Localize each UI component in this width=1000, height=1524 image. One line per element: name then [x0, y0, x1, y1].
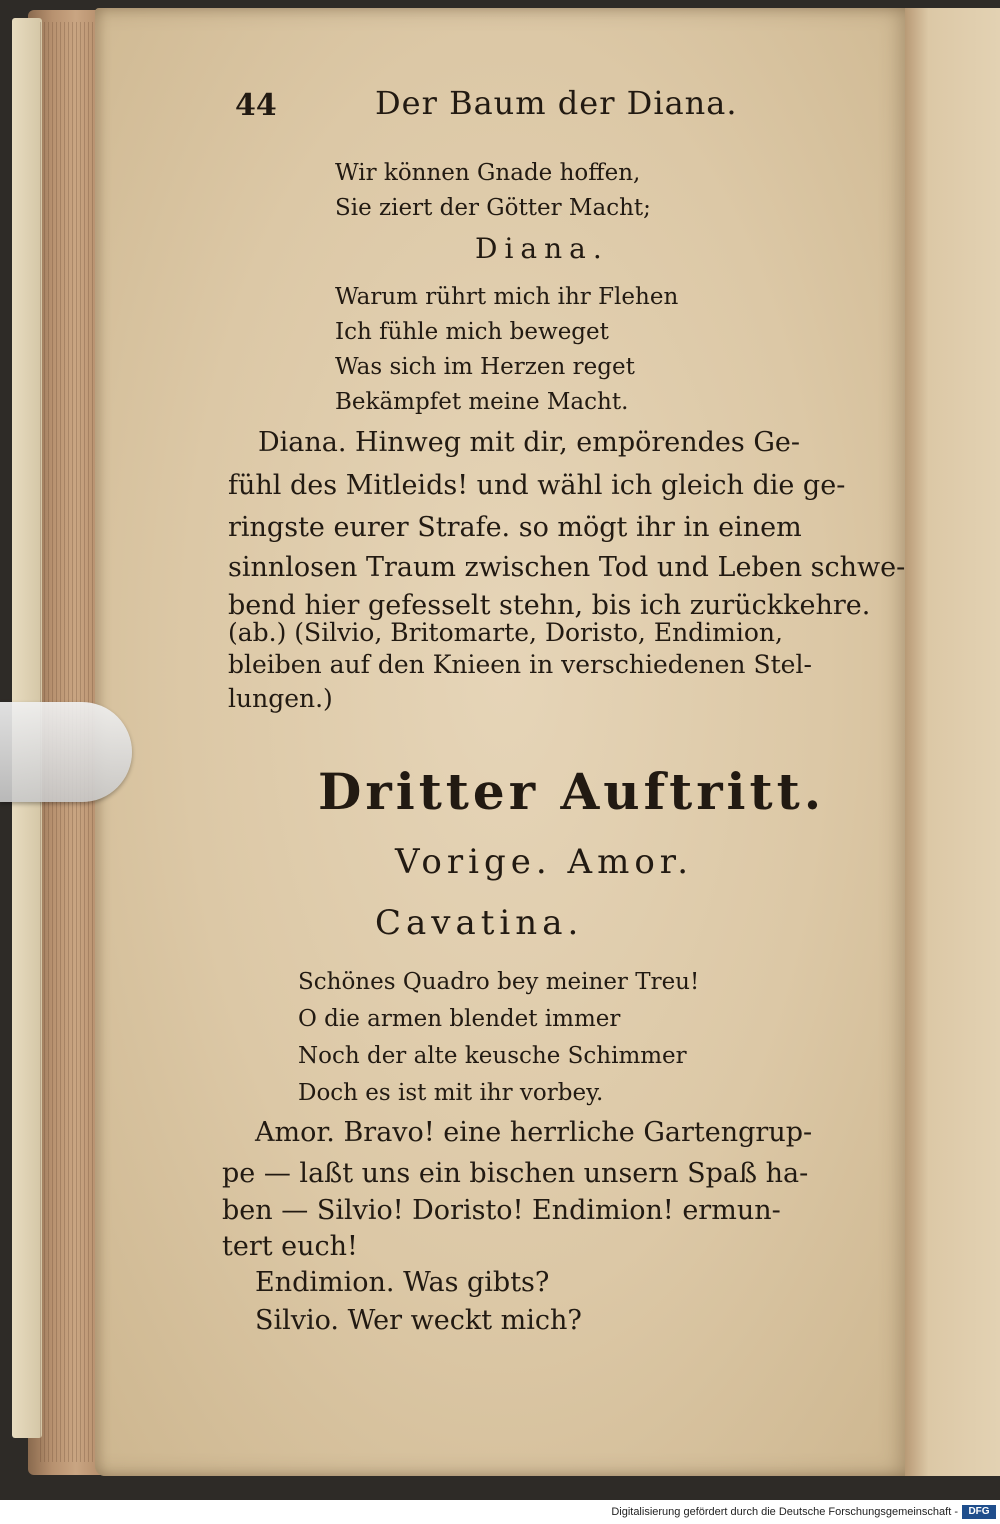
plastic-clip — [0, 702, 132, 802]
verse-line: Ich fühle mich beweget — [335, 319, 609, 345]
scene-heading: Dritter Auftritt. — [318, 762, 826, 821]
verse-line: Wir können Gnade hoffen, — [335, 160, 641, 186]
prose-line: tert euch! — [222, 1231, 358, 1262]
prose-line: Amor. Bravo! eine herrliche Gartengrup- — [255, 1117, 813, 1148]
dialogue-line: Endimion. Was gibts? — [255, 1267, 550, 1298]
facing-page-edge — [905, 8, 1000, 1476]
verse-line: Sie ziert der Götter Macht; — [335, 195, 651, 221]
stage-direction: (ab.) (Silvio, Britomarte, Doristo, Endimion, — [228, 618, 783, 647]
verse-line: Bekämpfet meine Macht. — [335, 389, 629, 415]
stage-direction: bleiben auf den Knieen in verschiedenen Stel- — [228, 650, 812, 679]
prose-line: Diana. Hinweg mit dir, empörendes Ge- — [258, 427, 801, 458]
dialogue-line: Silvio. Wer weckt mich? — [255, 1305, 582, 1336]
prose-line: ben — Silvio! Doristo! Endimion! ermun- — [222, 1195, 781, 1226]
running-title: Der Baum der Diana. — [375, 84, 738, 122]
verse-line: Schönes Quadro bey meiner Treu! — [298, 969, 700, 995]
prose-line: ringste eurer Strafe. so mögt ihr in einem — [228, 512, 802, 543]
dfg-logo: DFG — [962, 1505, 996, 1519]
digitization-credit: Digitalisierung gefördert durch die Deutsche Forschungsgemeinschaft - — [611, 1506, 958, 1518]
verse-line: Doch es ist mit ihr vorbey. — [298, 1080, 604, 1106]
speaker-name: Diana. — [475, 232, 609, 265]
stage-direction: lungen.) — [228, 684, 333, 713]
verse-line: Was sich im Herzen reget — [335, 354, 635, 380]
verse-line: Noch der alte keusche Schimmer — [298, 1043, 687, 1069]
book-page — [95, 8, 915, 1476]
verse-line: O die armen blendet immer — [298, 1006, 621, 1032]
scene-persons: Vorige. Amor. — [395, 842, 694, 882]
prose-line: bend hier gefesselt stehn, bis ich zurückkehre. — [228, 590, 871, 621]
song-heading: Cavatina. — [375, 903, 584, 943]
prose-line: sinnlosen Traum zwischen Tod und Leben schwe- — [228, 552, 906, 583]
verse-line: Warum rührt mich ihr Flehen — [335, 284, 679, 310]
prose-line: pe — laßt uns ein bischen unsern Spaß ha- — [222, 1158, 809, 1189]
page-number: 44 — [235, 88, 277, 123]
prose-line: fühl des Mitleids! und wähl ich gleich die ge- — [228, 470, 846, 501]
